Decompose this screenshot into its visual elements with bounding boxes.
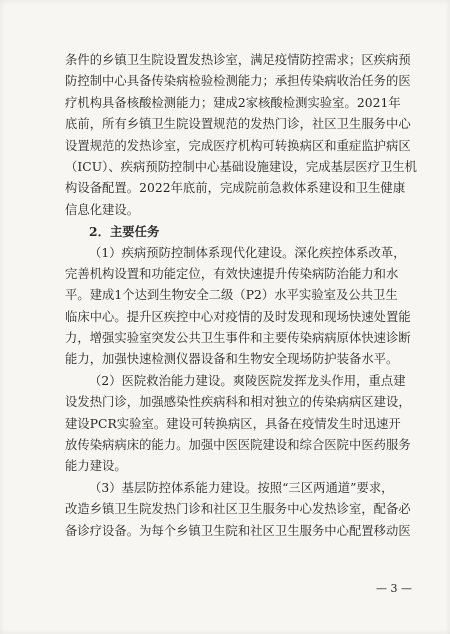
text-line: 底前，所有乡镇卫生院设置规范的发热门诊，社区卫生服务中心	[65, 117, 411, 132]
text-line: 设置规范的发热诊室，完成医疗机构可转换病区和重症监护病区	[65, 138, 411, 153]
text-line: 放传染病病床的能力。加强中医医院建设和综合医院中医药服务	[65, 438, 411, 453]
paragraph-start-line: （3）基层防控体系能力建设。按照“三区两通道”要求，	[89, 480, 394, 495]
text-line: 能力建设。	[65, 459, 127, 474]
text-line: 临床中心。提升区疾控中心对疫情的及时发现和现场快速处置能	[65, 309, 411, 324]
text-line: 平。建成1个达到生物安全二级（P2）水平实验室及公共卫生	[65, 288, 398, 303]
text-line: 设发热门诊，加强感染性疾病科和相对独立的传染病病区建设，	[65, 395, 411, 410]
text-line: 条件的乡镇卫生院设置发热诊室，满足疫情防控需求；区疾病预	[65, 53, 411, 67]
page-number: — 3 —	[376, 582, 412, 595]
paragraph-start-line: （1）疾病预防控制体系现代化建设。深化疾控体系改革，	[89, 245, 406, 260]
text-line: 构设备配置。2022年底前，完成院前急救体系建设和卫生健康	[65, 181, 406, 196]
paragraph-start-line: （2）医院救治能力建设。爽陵医院发挥龙头作用，重点建	[89, 373, 406, 388]
text-line: （ICU）、疾病预防控制中心基础设施建设，完成基层医疗卫生机	[65, 159, 417, 174]
text-line: 能力，加强快速检测仪器设备和生物安全现场防护装备水平。	[65, 352, 399, 367]
text-line: 完善机构设置和功能定位，有效快速提升传染病防治能力和水	[65, 266, 399, 281]
section-heading: 2．主要任务	[89, 224, 160, 240]
text-line: 防控制中心具备传染病检验检测能力；承担传染病收治任务的医	[65, 74, 411, 89]
text-line: 力，增强实验室突发公共卫生事件和主要传染病病原体快速诊断	[65, 331, 411, 346]
document-body	[65, 50, 417, 542]
text-line: 备诊疗设备。为每个乡镇卫生院和社区卫生服务中心配置移动医	[65, 523, 411, 538]
text-line: 建设PCR实验室。建设可转换病区，具备在疫情发生时迅速开	[65, 416, 401, 431]
text-line: 疗机构具备核酸检测能力；建成2家核酸检测实验室。2021年	[65, 95, 401, 110]
text-line: 信息化建设。	[65, 202, 140, 217]
text-line: 改造乡镇卫生院发热门诊和社区卫生服务中心发热诊室，配备必	[65, 502, 411, 517]
